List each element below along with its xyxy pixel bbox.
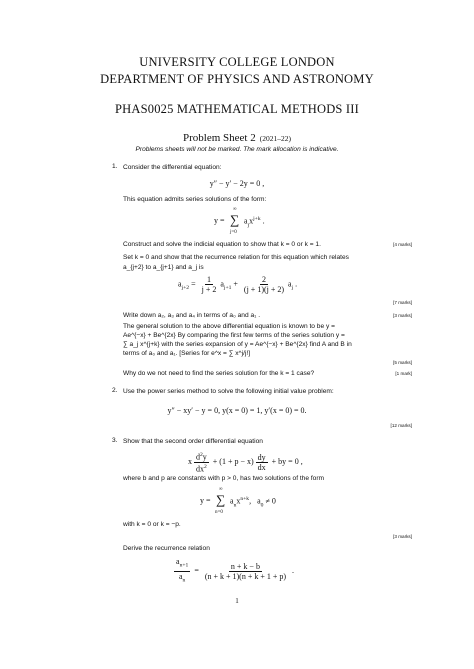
q1-marks-d: [5 marks] (393, 360, 412, 365)
q1-marks-a: [4 marks] (393, 242, 412, 247)
q2-marks: [12 marks] (390, 423, 412, 428)
q1-task-e: Why do we not need to find the series solution for the k = 1 case? (123, 370, 315, 377)
q1-series-text: This equation admits series solutions of the form: (123, 196, 267, 203)
q1-task-b-line1: Set k = 0 and show that the recurrence relation for this equation which relates (123, 254, 349, 261)
sheet-year: (2021–22) (259, 134, 291, 143)
q1-task-d-line3: ∑ a_j x^{j+k} with the series expansion of y = Ae^{−x} + Be^{2x} find A and B in (123, 341, 352, 348)
sheet-title: Problem Sheet 2 (183, 132, 256, 144)
university-title: UNIVERSITY COLLEGE LONDON (139, 55, 335, 69)
course-title: PHAS0025 MATHEMATICAL METHODS III (115, 102, 359, 116)
q1-task-d-line4: terms of a₀ and a₁. [Series for e^x = ∑ x^j/j!] (123, 350, 251, 357)
q1-number: 1. (112, 163, 118, 170)
q2-text: Use the power series method to solve the following initial value problem: (123, 388, 334, 395)
q3-marks-a: [3 marks] (393, 534, 412, 539)
q1-equation: y″ − y′ − 2y = 0 , (209, 179, 265, 188)
q1-task-b-line2: a_{j+2} to a_{j+1} and a_j is (123, 264, 204, 271)
q3-derive-text: Derive the recurrence relation (123, 545, 210, 552)
q3-number: 3. (112, 437, 118, 444)
q3-where-text: where b and p are constants with p > 0, has two solutions of the form (123, 475, 325, 482)
q3-recurrence-equation: $\frac{a_{n+1}}{a_n}$ = $\frac{n + k - b}{(n + k + 1)(n + k + 1 + p)}$ . (176, 557, 295, 584)
q1-recurrence-equation: $a_{j+2}$ = $\frac{1}{j + 2}$ $a_{j+1}$ + $\frac{2}{(j + 1)(j + 2)}$ $a_j$ . (178, 275, 298, 294)
q1-marks-c: [3 marks] (393, 313, 412, 318)
q1-marks-b: [7 marks] (393, 300, 412, 305)
q1-task-d-line1: The general solution to the above differential equation is known to be y = (123, 323, 335, 330)
q3-with-text: with k = 0 or k = −p. (123, 521, 181, 528)
department-title: DEPARTMENT OF PHYSICS AND ASTRONOMY (100, 72, 374, 86)
q3-text: Show that the second order differential equation (123, 438, 263, 445)
q1-marks-e: [1 mark] (395, 371, 412, 376)
q1-task-a: Construct and solve the indicial equation to show that k = 0 or k = 1. (123, 241, 321, 248)
q1-task-d-line2: Ae^{−x} + Be^{2x} By comparing the first few terms of the series solution y = (123, 332, 345, 339)
q2-number: 2. (112, 387, 118, 394)
note: Problems sheets will not be marked. The mark allocation is indicative. (135, 146, 339, 153)
q1-intro: Consider the differential equation: (123, 164, 222, 171)
page-number: 1 (235, 597, 239, 605)
sheet-heading (0, 128, 474, 146)
q2-equation: y″ − xy′ − y = 0, y(x = 0) = 1, y′(x = 0) = 0. (167, 406, 307, 415)
q3-ode-equation: x $\frac{d^2y}{dx^2}$ + (1 + p − x) $\frac{dy}{dx}$ + by = 0 , (188, 452, 303, 474)
q1-task-c: Write down a₂, a₃ and a₄ in terms of a₀ and a₁ . (123, 312, 261, 319)
